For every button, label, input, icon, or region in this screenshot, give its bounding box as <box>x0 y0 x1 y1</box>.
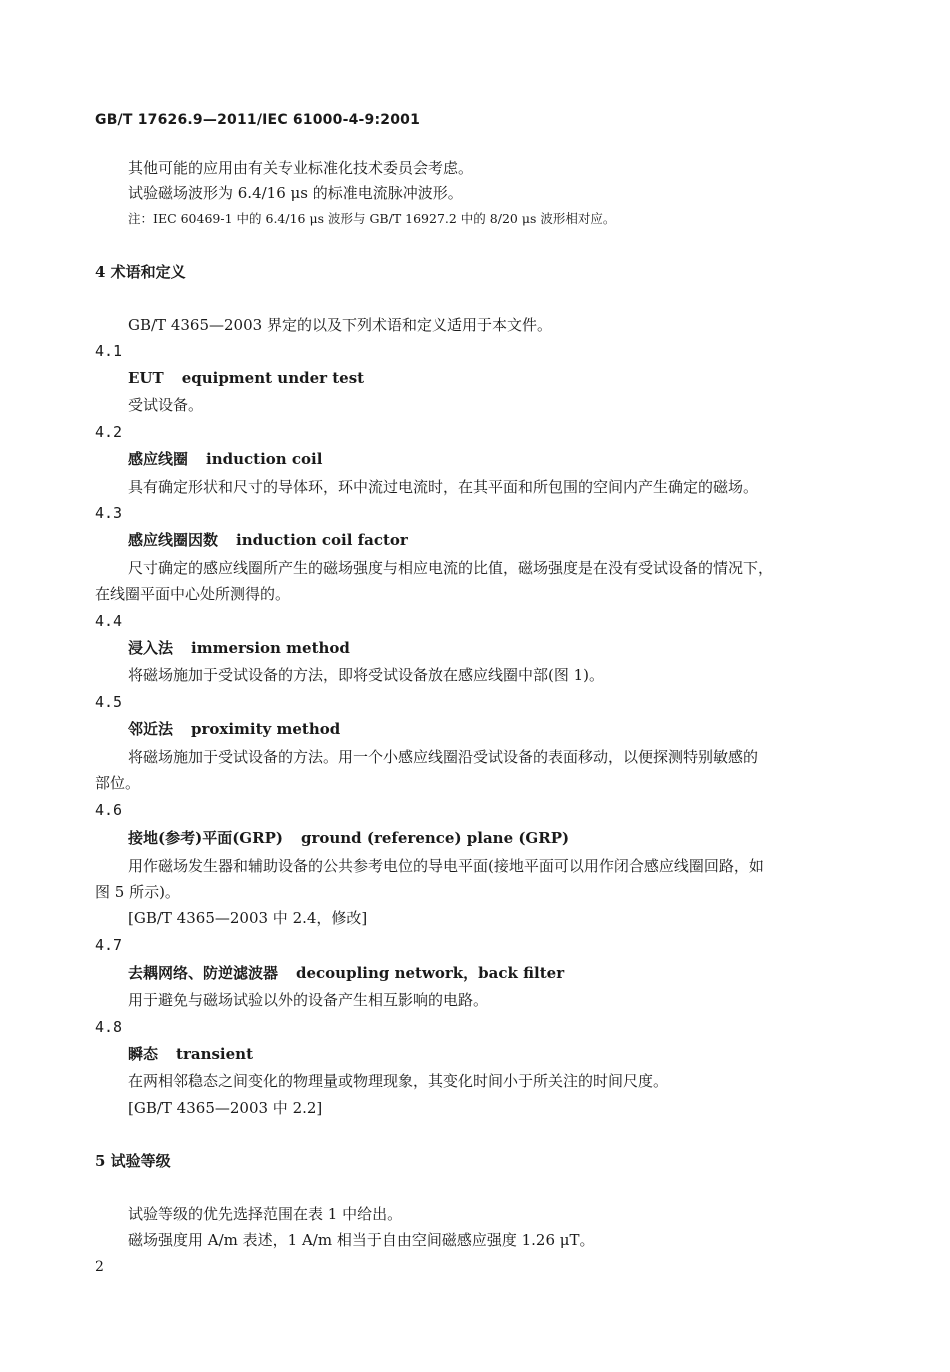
term-definition: 尺寸确定的感应线圈所产生的磁场强度与相应电流的比值，磁场强度是在没有受试设备的情况下， <box>128 559 774 577</box>
section-4-intro: GB/T 4365—2003 界定的以及下列术语和定义适用于本文件。 <box>128 316 552 334</box>
section-5-line-2: 磁场强度用 A/m 表述，1 A/m 相当于自由空间磁感应强度 1.26 μT。 <box>128 1231 595 1249</box>
term-title <box>128 638 350 658</box>
term-reference: [GB/T 4365—2003 中 2.2] <box>128 1099 323 1117</box>
term-title <box>128 449 322 469</box>
term-cn: 感应线圈 <box>128 450 189 468</box>
term-definition: 用作磁场发生器和辅助设备的公共参考电位的导电平面(接地平面可以用作闭合感应线圈回路，如 <box>128 857 764 875</box>
section-5-line-1: 试验等级的优先选择范围在表 1 中给出。 <box>128 1205 403 1223</box>
term-definition: 将磁场施加于受试设备的方法，即将受试设备放在感应线圈中部(图 1)。 <box>128 666 605 684</box>
clause-number: 4.1 <box>95 342 123 360</box>
term-title <box>128 530 408 550</box>
section-4-heading: 4 术语和定义 <box>95 263 186 281</box>
term-en: immersion method <box>191 639 350 657</box>
clause-number: 4.3 <box>95 504 123 522</box>
clause-number: 4.2 <box>95 423 123 441</box>
term-cn: 瞬态 <box>128 1045 159 1063</box>
intro-note: 注：IEC 60469-1 中的 6.4/16 μs 波形与 GB/T 16927.2 中的 8/20 μs 波形相对应。 <box>128 211 616 226</box>
clause-number: 4.5 <box>95 693 123 711</box>
term-cn: 接地(参考)平面(GRP) <box>128 829 283 847</box>
term-en: induction coil <box>206 450 323 468</box>
clause-number: 4.6 <box>95 801 123 819</box>
term-definition-cont: 在线圈平面中心处所测得的。 <box>95 585 291 603</box>
clause-number: 4.4 <box>95 612 123 630</box>
term-en: induction coil factor <box>236 531 408 549</box>
term-title <box>128 368 364 388</box>
term-definition: 受试设备。 <box>128 396 204 414</box>
term-definition: 在两相邻稳态之间变化的物理量或物理现象，其变化时间小于所关注的时间尺度。 <box>128 1072 669 1090</box>
standard-header: GB/T 17626.9—2011/IEC 61000-4-9:2001 <box>95 112 421 128</box>
term-definition-cont: 图 5 所示)。 <box>95 883 180 901</box>
term-title <box>128 719 340 739</box>
term-title <box>128 1044 253 1064</box>
term-cn: 邻近法 <box>128 720 174 738</box>
clause-number: 4.7 <box>95 936 123 954</box>
term-cn: 去耦网络、防逆滤波器 <box>128 964 279 982</box>
term-definition: 用于避免与磁场试验以外的设备产生相互影响的电路。 <box>128 991 489 1009</box>
clause-number: 4.8 <box>95 1018 123 1036</box>
term-en: transient <box>176 1045 253 1063</box>
term-cn: 浸入法 <box>128 639 174 657</box>
term-title <box>128 828 569 848</box>
intro-line-1: 其他可能的应用由有关专业标准化技术委员会考虑。 <box>128 159 474 177</box>
term-definition: 具有确定形状和尺寸的导体环，环中流过电流时，在其平面和所包围的空间内产生确定的磁场。 <box>128 478 759 496</box>
page-number: 2 <box>95 1259 104 1275</box>
term-en: ground (reference) plane (GRP) <box>300 829 570 847</box>
term-en: equipment under test <box>181 369 365 387</box>
term-cn: 感应线圈因数 <box>128 531 219 549</box>
term-en: proximity method <box>191 720 341 738</box>
term-definition: 将磁场施加于受试设备的方法。用一个小感应线圈沿受试设备的表面移动，以便探测特别敏感的 <box>128 748 759 766</box>
term-definition-cont: 部位。 <box>95 774 141 792</box>
term-reference: [GB/T 4365—2003 中 2.4，修改] <box>128 909 368 927</box>
intro-line-2: 试验磁场波形为 6.4/16 μs 的标准电流脉冲波形。 <box>128 184 463 202</box>
term-cn: EUT <box>128 369 164 387</box>
term-en: decoupling network，back filter <box>296 964 565 982</box>
term-title <box>128 963 564 983</box>
section-5-heading: 5 试验等级 <box>95 1152 171 1170</box>
